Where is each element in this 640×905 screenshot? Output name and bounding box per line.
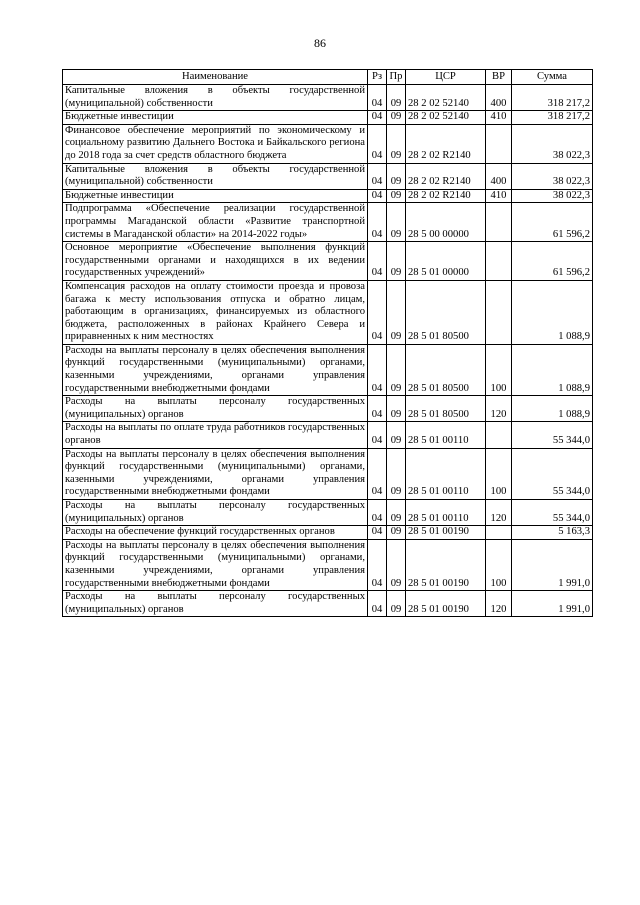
header-csr: ЦСР [406, 70, 486, 85]
row-sum: 61 596,2 [512, 242, 593, 281]
row-pr: 09 [387, 189, 406, 203]
row-name: Компенсация расходов на оплату стоимости проезда и провоза багажа к месту использования отпуска и обратно лицам, работающим в организациях, финансируемых из областного бюджета, расположенных в районах Крайнего Севера и приравненных к ним местностях [63, 280, 368, 344]
row-csr: 28 2 02 R2140 [406, 163, 486, 189]
row-csr: 28 5 01 80500 [406, 344, 486, 395]
row-vr [486, 526, 512, 540]
row-name: Расходы на выплаты персоналу государственных (муниципальных) органов [63, 591, 368, 617]
row-name: Бюджетные инвестиции [63, 111, 368, 125]
row-name: Подпрограмма «Обеспечение реализации государственной программы Магаданской области «Развитие транспортной системы в Магаданской области» на 2014-2022 годы» [63, 203, 368, 242]
row-pr: 09 [387, 396, 406, 422]
row-pr: 09 [387, 344, 406, 395]
row-rz: 04 [368, 344, 387, 395]
row-csr: 28 2 02 R2140 [406, 124, 486, 163]
row-csr: 28 5 01 00000 [406, 242, 486, 281]
table-row [63, 591, 593, 617]
row-vr: 100 [486, 344, 512, 395]
header-rz: Рз [368, 70, 387, 85]
row-sum: 55 344,0 [512, 500, 593, 526]
row-pr: 09 [387, 163, 406, 189]
table-row [63, 526, 593, 540]
row-vr: 410 [486, 111, 512, 125]
row-sum: 1 991,0 [512, 539, 593, 590]
row-csr: 28 5 00 00000 [406, 203, 486, 242]
row-rz: 04 [368, 526, 387, 540]
row-rz: 04 [368, 280, 387, 344]
row-sum: 55 344,0 [512, 422, 593, 448]
table-header-row [63, 70, 593, 85]
row-vr: 120 [486, 500, 512, 526]
row-name: Капитальные вложения в объекты государственной (муниципальной) собственности [63, 163, 368, 189]
table-row [63, 539, 593, 590]
row-name: Основное мероприятие «Обеспечение выполнения функций государственными органами и находящихся в их ведении государственных учреждений» [63, 242, 368, 281]
row-sum: 38 022,3 [512, 163, 593, 189]
table-row [63, 280, 593, 344]
row-rz: 04 [368, 124, 387, 163]
row-rz: 04 [368, 422, 387, 448]
row-sum: 38 022,3 [512, 124, 593, 163]
budget-table [62, 69, 593, 617]
header-vr: ВР [486, 70, 512, 85]
row-pr: 09 [387, 526, 406, 540]
row-vr: 410 [486, 189, 512, 203]
row-csr: 28 2 02 52140 [406, 111, 486, 125]
row-rz: 04 [368, 591, 387, 617]
table-row [63, 422, 593, 448]
row-vr [486, 203, 512, 242]
row-sum: 38 022,3 [512, 189, 593, 203]
row-sum: 1 088,9 [512, 396, 593, 422]
row-csr: 28 5 01 80500 [406, 396, 486, 422]
table-row [63, 344, 593, 395]
row-csr: 28 5 01 00190 [406, 539, 486, 590]
table-row [63, 163, 593, 189]
row-rz: 04 [368, 189, 387, 203]
row-pr: 09 [387, 591, 406, 617]
row-sum: 61 596,2 [512, 203, 593, 242]
row-rz: 04 [368, 396, 387, 422]
row-vr: 100 [486, 539, 512, 590]
row-sum: 1 088,9 [512, 280, 593, 344]
row-name: Расходы на выплаты персоналу государственных (муниципальных) органов [63, 396, 368, 422]
row-name: Расходы на выплаты персоналу в целях обеспечения выполнения функций государственными (муниципальными) органами, казенными учреждениями, органами управления государственными внебюджетными фондами [63, 539, 368, 590]
row-name: Расходы на обеспечение функций государственных органов [63, 526, 368, 540]
table-row [63, 111, 593, 125]
row-name: Бюджетные инвестиции [63, 189, 368, 203]
row-vr: 120 [486, 591, 512, 617]
table-row [63, 85, 593, 111]
header-pr: Пр [387, 70, 406, 85]
row-csr: 28 5 01 00190 [406, 526, 486, 540]
row-pr: 09 [387, 539, 406, 590]
table-body [63, 85, 593, 617]
row-vr: 100 [486, 448, 512, 499]
row-pr: 09 [387, 203, 406, 242]
row-csr: 28 5 01 80500 [406, 280, 486, 344]
row-pr: 09 [387, 124, 406, 163]
row-vr [486, 422, 512, 448]
row-vr [486, 242, 512, 281]
row-rz: 04 [368, 448, 387, 499]
row-csr: 28 5 01 00110 [406, 500, 486, 526]
table-row [63, 242, 593, 281]
header-name: Наименование [63, 70, 368, 85]
row-pr: 09 [387, 280, 406, 344]
row-name: Расходы на выплаты персоналу государственных (муниципальных) органов [63, 500, 368, 526]
row-sum: 1 088,9 [512, 344, 593, 395]
row-pr: 09 [387, 500, 406, 526]
row-sum: 55 344,0 [512, 448, 593, 499]
row-rz: 04 [368, 500, 387, 526]
table-row [63, 448, 593, 499]
row-csr: 28 5 01 00110 [406, 422, 486, 448]
row-pr: 09 [387, 111, 406, 125]
row-name: Финансовое обеспечение мероприятий по экономическому и социальному развитию Дальнего Востока и Байкальского региона до 2018 года за счет средств областного бюджета [63, 124, 368, 163]
row-rz: 04 [368, 163, 387, 189]
row-rz: 04 [368, 539, 387, 590]
table-row [63, 203, 593, 242]
row-name: Расходы на выплаты персоналу в целях обеспечения выполнения функций государственными (муниципальными) органами, казенными учреждениями, органами управления государственными внебюджетными фондами [63, 344, 368, 395]
row-name: Расходы на выплаты персоналу в целях обеспечения выполнения функций государственными (муниципальными) органами, казенными учреждениями, органами управления государственными внебюджетными фондами [63, 448, 368, 499]
row-sum: 1 991,0 [512, 591, 593, 617]
row-sum: 5 163,3 [512, 526, 593, 540]
row-vr: 120 [486, 396, 512, 422]
row-sum: 318 217,2 [512, 85, 593, 111]
row-rz: 04 [368, 242, 387, 281]
table-row [63, 396, 593, 422]
row-rz: 04 [368, 111, 387, 125]
row-vr [486, 280, 512, 344]
row-name: Капитальные вложения в объекты государственной (муниципальной) собственности [63, 85, 368, 111]
row-vr: 400 [486, 163, 512, 189]
table-row [63, 500, 593, 526]
row-vr [486, 124, 512, 163]
row-name: Расходы на выплаты по оплате труда работников государственных органов [63, 422, 368, 448]
header-sum: Сумма [512, 70, 593, 85]
row-pr: 09 [387, 242, 406, 281]
row-pr: 09 [387, 85, 406, 111]
row-pr: 09 [387, 448, 406, 499]
row-csr: 28 5 01 00190 [406, 591, 486, 617]
table-row [63, 124, 593, 163]
row-csr: 28 2 02 R2140 [406, 189, 486, 203]
row-rz: 04 [368, 203, 387, 242]
row-csr: 28 2 02 52140 [406, 85, 486, 111]
row-vr: 400 [486, 85, 512, 111]
row-sum: 318 217,2 [512, 111, 593, 125]
row-pr: 09 [387, 422, 406, 448]
table-row [63, 189, 593, 203]
row-csr: 28 5 01 00110 [406, 448, 486, 499]
row-rz: 04 [368, 85, 387, 111]
page-number: 86 [314, 36, 326, 50]
